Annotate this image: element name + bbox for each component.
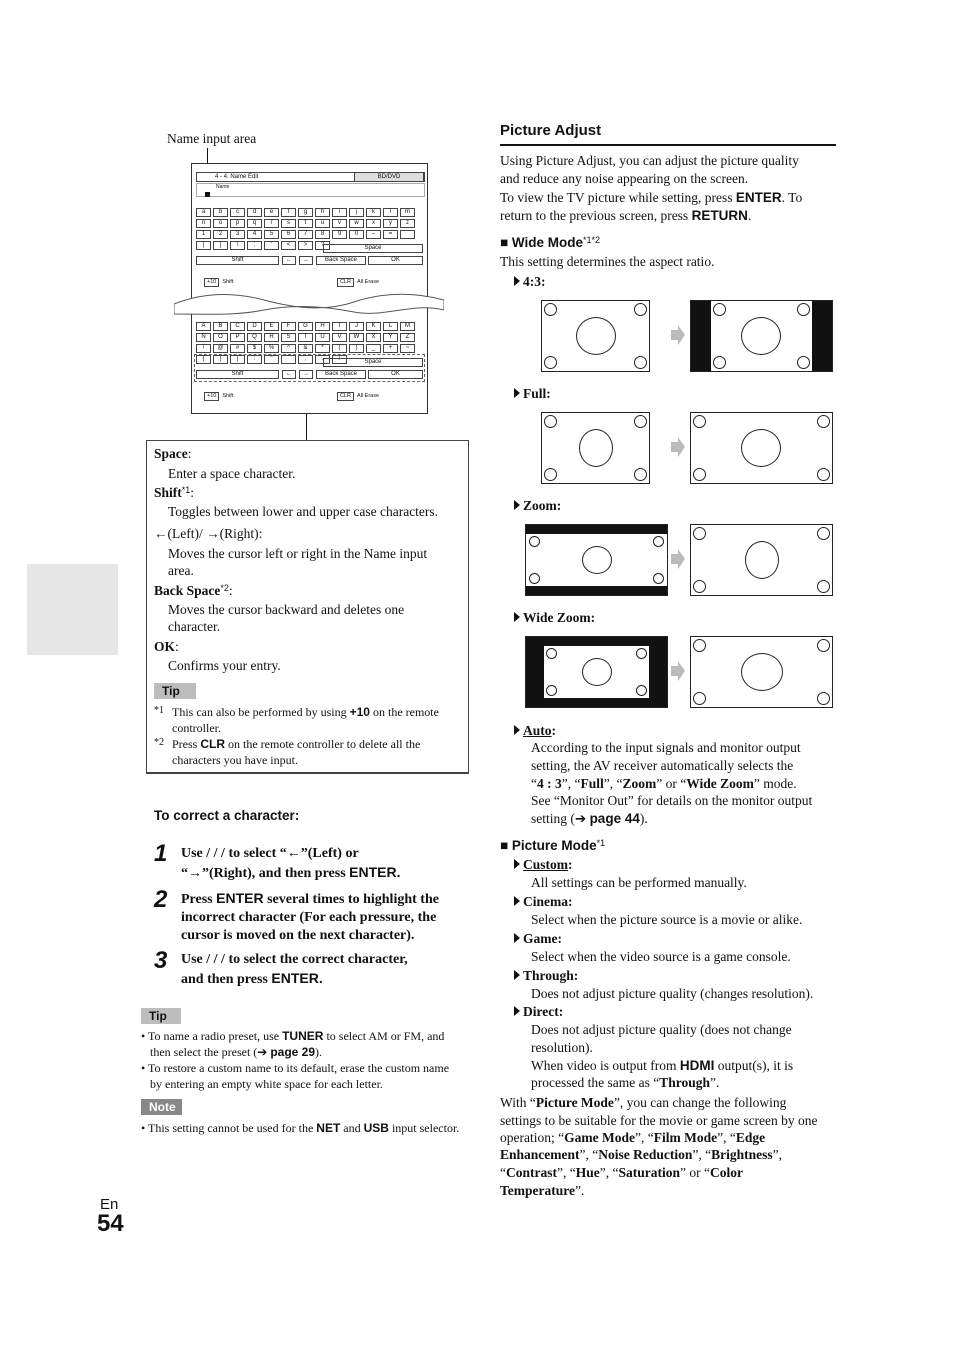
char-key[interactable]: n: [196, 219, 211, 228]
space-key[interactable]: Space: [323, 244, 423, 253]
mode-game-desc: Select when the video source is a game console.: [531, 949, 791, 964]
auto-line-1: According to the input signals and monitor output: [531, 740, 801, 755]
char-key[interactable]: C: [230, 322, 245, 331]
with-line-2: settings to be suitable for the movie or game screen by one: [500, 1113, 818, 1128]
char-key[interactable]: :: [247, 355, 262, 364]
char-key[interactable]: .: [315, 355, 330, 364]
option-auto: Auto:: [514, 723, 556, 739]
shift-key[interactable]: Shift: [196, 370, 279, 379]
char-key[interactable]: H: [315, 322, 330, 331]
mode-direct: Direct:: [514, 1004, 563, 1020]
char-key[interactable]: [: [196, 241, 211, 250]
char-key[interactable]: R: [264, 333, 279, 342]
explanation-box: [146, 440, 469, 774]
char-key[interactable]: f: [281, 208, 296, 217]
char-key[interactable]: ^: [281, 344, 296, 353]
char-key[interactable]: ,: [298, 355, 313, 364]
note2-line1: Press CLR on the remote controller to delete all the: [172, 737, 421, 751]
footer-left-lower: [204, 278, 233, 287]
step-3-text: Use / / / to select the correct character, and then press ENTER.: [181, 952, 408, 987]
char-key[interactable]: k: [366, 208, 381, 217]
char-key[interactable]: \: [230, 241, 245, 250]
char-key[interactable]: !: [196, 344, 211, 353]
with-line-4: Enhancement”, “Noise Reduction”, “Brightness”,: [500, 1147, 782, 1162]
char-key[interactable]: N: [196, 333, 211, 342]
char-key[interactable]: 0: [349, 230, 364, 239]
intro-line-2: and reduce any noise appearing on the screen.: [500, 171, 749, 186]
char-key[interactable]: v: [332, 219, 347, 228]
intro-line-3: To view the TV picture while setting, press ENTER. To: [500, 190, 803, 205]
left-arrow-key[interactable]: ←: [282, 256, 296, 265]
char-key[interactable]: ?: [315, 241, 330, 250]
char-key[interactable]: [400, 230, 415, 239]
ok-term: OK:: [154, 639, 179, 654]
char-key[interactable]: L: [383, 322, 398, 331]
char-key[interactable]: =: [383, 230, 398, 239]
char-key[interactable]: T: [298, 333, 313, 342]
tip-1-line2: then select the preset (➔ page 29).: [150, 1045, 323, 1059]
char-key[interactable]: s: [281, 219, 296, 228]
step-1-number: 1: [154, 840, 168, 867]
heading-rule: [500, 144, 836, 146]
char-key[interactable]: ]: [213, 241, 228, 250]
with-line-3: operation; “Game Mode”, “Film Mode”, “Edge: [500, 1130, 766, 1145]
backspace-desc-1: Moves the cursor backward and deletes one: [168, 602, 405, 617]
text-cursor: [205, 192, 210, 197]
with-line-6: Temperature”.: [500, 1183, 585, 1198]
char-key[interactable]: Z: [400, 333, 415, 342]
char-key[interactable]: <: [281, 241, 296, 250]
osd-title-text: 4 - 4. Name Edit: [215, 174, 259, 180]
char-key[interactable]: g: [298, 208, 313, 217]
char-key[interactable]: S: [281, 333, 296, 342]
leftright-term: ←(Left)/ →(Right):: [154, 526, 263, 541]
space-key-wrap: [323, 244, 423, 253]
char-key[interactable]: >: [298, 241, 313, 250]
right-arrow-key[interactable]: →: [299, 370, 313, 379]
plus10-key: +10: [204, 278, 219, 287]
side-tab: [27, 564, 118, 655]
char-key[interactable]: I: [332, 322, 347, 331]
shift-term: Shift$^{*1}$:: [154, 485, 195, 500]
char-key[interactable]: ): [349, 344, 364, 353]
mode-direct-desc-1: Does not adjust picture quality (does not change: [531, 1022, 792, 1037]
leftright-desc-1: Moves the cursor left or right in the Name input: [168, 546, 428, 561]
osd-source: BD/DVD: [354, 172, 424, 182]
space-desc: Enter a space character.: [168, 466, 296, 481]
space-term: Space:: [154, 446, 192, 461]
footer-allerase: All Erase: [357, 393, 380, 399]
box-leader: [306, 414, 307, 441]
footer-shift: Shift: [222, 393, 234, 399]
char-key[interactable]: J: [349, 322, 364, 331]
backspace-term: Back Space$^{*2}$:: [154, 583, 233, 598]
tip-badge: Tip: [154, 683, 196, 699]
clr-key: CLR: [337, 392, 354, 401]
mode-custom: Custom:: [514, 857, 573, 873]
char-key[interactable]: i: [332, 208, 347, 217]
option-zoom: Zoom:: [514, 498, 561, 514]
char-key[interactable]: l: [383, 208, 398, 217]
char-key[interactable]: /: [332, 355, 347, 364]
char-key[interactable]: r: [264, 219, 279, 228]
char-key[interactable]: A: [196, 322, 211, 331]
with-line-5: “Contrast”, “Hue”, “Saturation” or “Color: [500, 1165, 743, 1180]
mode-direct-desc-4: processed the same as “Through”.: [531, 1075, 720, 1090]
backspace-key[interactable]: Back Space: [316, 370, 366, 379]
ok-key[interactable]: OK: [368, 256, 423, 265]
leftright-desc-2: area.: [168, 563, 194, 578]
char-key[interactable]: B: [213, 322, 228, 331]
char-key[interactable]: M: [400, 322, 415, 331]
char-key[interactable]: 4: [247, 230, 262, 239]
page-number: 54: [97, 1210, 124, 1237]
char-key[interactable]: V: [332, 333, 347, 342]
footer-left-upper: [204, 392, 233, 401]
mode-custom-desc: All settings can be performed manually.: [531, 875, 747, 890]
char-key[interactable]: O: [213, 333, 228, 342]
char-key[interactable]: 2: [213, 230, 228, 239]
char-key[interactable]: p: [230, 219, 245, 228]
intro-line-1: Using Picture Adjust, you can adjust the picture quality: [500, 153, 799, 168]
space-key[interactable]: Space: [323, 358, 423, 367]
mode-game: Game:: [514, 931, 562, 947]
note1-line2: controller.: [172, 721, 221, 735]
mode-direct-desc-2: resolution).: [531, 1040, 593, 1055]
plus10-key: +10: [204, 392, 219, 401]
char-key[interactable]: $: [247, 344, 262, 353]
picture-mode-heading: ■ Picture Mode$^{*1}$: [500, 838, 606, 853]
footer-allerase: All Erase: [357, 279, 380, 285]
break-wave: [174, 290, 444, 320]
char-key[interactable]: 1: [196, 230, 211, 239]
tip-1-line1: • To name a radio preset, use TUNER to select AM or FM, and: [141, 1029, 445, 1043]
mode-through: Through:: [514, 968, 578, 984]
char-key[interactable]: z: [400, 219, 415, 228]
char-key[interactable]: G: [298, 322, 313, 331]
auto-line-4: See “Monitor Out” for details on the monitor output: [531, 793, 813, 808]
note2-line2: characters you have input.: [172, 753, 298, 767]
char-key[interactable]: d: [247, 208, 262, 217]
char-key[interactable]: o: [213, 219, 228, 228]
char-key[interactable]: P: [230, 333, 245, 342]
char-key[interactable]: ;: [247, 241, 262, 250]
shift-desc: Toggles between lower and upper case characters.: [168, 504, 439, 519]
char-key[interactable]: Y: [383, 333, 398, 342]
char-key[interactable]: 8: [315, 230, 330, 239]
char-key[interactable]: e: [264, 208, 279, 217]
right-arrow-key[interactable]: →: [299, 256, 313, 265]
osd-screen: [191, 163, 428, 414]
mode-cinema-desc: Select when the picture source is a movie or alike.: [531, 912, 803, 927]
char-key[interactable]: |: [230, 355, 245, 364]
char-key[interactable]: y: [383, 219, 398, 228]
option-wide-zoom: Wide Zoom:: [514, 610, 595, 626]
char-key[interactable]: 6: [281, 230, 296, 239]
char-key[interactable]: _: [366, 344, 381, 353]
wide-mode-desc: This setting determines the aspect ratio.: [500, 254, 715, 269]
backspace-key[interactable]: Back Space: [316, 256, 366, 265]
note2-mark: *2: [154, 737, 164, 748]
picture-adjust-heading: Picture Adjust: [500, 122, 602, 139]
footer-right-lower: [337, 278, 379, 287]
ok-desc: Confirms your entry.: [168, 658, 281, 673]
option-4-3: 4:3:: [514, 274, 546, 290]
char-key[interactable]: h: [315, 208, 330, 217]
mode-through-desc: Does not adjust picture quality (changes resolution).: [531, 986, 814, 1001]
osd-title: [196, 172, 425, 182]
footer-shift: Shift: [222, 279, 234, 285]
char-key[interactable]: %: [264, 344, 279, 353]
char-key[interactable]: U: [315, 333, 330, 342]
note1-mark: *1: [154, 705, 164, 716]
with-line-1: With “Picture Mode”, you can change the following: [500, 1095, 787, 1110]
step-2-text: Press ENTER several times to highlight the incorrect character (For each pressure, the cursor is moved on the next character).: [181, 890, 439, 943]
auto-line-2: setting, the AV receiver automatically selects the: [531, 758, 794, 773]
intro-line-4: return to the previous screen, press RETURN.: [500, 208, 752, 223]
mode-direct-desc-3: When video is output from HDMI output(s), it is: [531, 1058, 794, 1073]
char-key[interactable]: t: [298, 219, 313, 228]
char-key[interactable]: 5: [264, 230, 279, 239]
clr-key: CLR: [337, 278, 354, 287]
char-key[interactable]: ': [264, 241, 279, 250]
char-key[interactable]: F: [281, 322, 296, 331]
arrow-right-icon: [671, 325, 685, 345]
char-key[interactable]: }: [213, 355, 228, 364]
char-key[interactable]: 7: [298, 230, 313, 239]
char-key[interactable]: a: [196, 208, 211, 217]
char-key[interactable]: ~: [400, 344, 415, 353]
char-key[interactable]: &: [298, 344, 313, 353]
mode-cinema: Cinema:: [514, 894, 573, 910]
char-key[interactable]: #: [230, 344, 245, 353]
char-key[interactable]: 3: [230, 230, 245, 239]
tip-2-line1: • To restore a custom name to its default, erase the custom name: [141, 1061, 450, 1075]
char-key[interactable]: W: [349, 333, 364, 342]
arrow-right-icon: [671, 661, 685, 681]
left-arrow-key[interactable]: ←: [282, 370, 296, 379]
char-key[interactable]: (: [332, 344, 347, 353]
char-key[interactable]: –: [366, 230, 381, 239]
step-2-number: 2: [154, 886, 168, 913]
char-key[interactable]: b: [213, 208, 228, 217]
shift-key[interactable]: Shift: [196, 256, 279, 265]
step-3-number: 3: [154, 947, 168, 974]
char-key[interactable]: q: [247, 219, 262, 228]
char-key[interactable]: K: [366, 322, 381, 331]
auto-line-5: setting (➔ page 44).: [531, 811, 648, 826]
arrow-right-icon: [671, 437, 685, 457]
note-line: • This setting cannot be used for the NET and USB input selector.: [141, 1121, 460, 1135]
note1-line1: This can also be performed by using +10 on the remote: [172, 705, 439, 719]
char-key[interactable]: {: [196, 355, 211, 364]
name-input-area[interactable]: [196, 183, 425, 197]
char-key[interactable]: *: [315, 344, 330, 353]
note-badge: Note: [141, 1099, 182, 1115]
tip-2-line2: by entering an empty white space for each letter.: [150, 1077, 383, 1091]
char-key[interactable]: `: [281, 355, 296, 364]
highlight-outline: [194, 354, 425, 382]
wide-mode-heading: ■ Wide Mode$^{*1*2}$: [500, 235, 601, 250]
footer-right-upper: [337, 392, 379, 401]
char-key[interactable]: u: [315, 219, 330, 228]
auto-line-3: “4 : 3”, “Full”, “Zoom” or “Wide Zoom” mode.: [531, 776, 797, 791]
char-key[interactable]: c: [230, 208, 245, 217]
char-key[interactable]: +: [383, 344, 398, 353]
arrow-right-icon: [671, 549, 685, 569]
char-key[interactable]: m: [400, 208, 415, 217]
char-key[interactable]: 9: [332, 230, 347, 239]
backspace-desc-2: character.: [168, 619, 221, 634]
language-label: En: [100, 1196, 119, 1213]
option-full: Full:: [514, 386, 551, 402]
step-1-text: Use / / / to select “←”(Left) or “→”(Right), and then press ENTER.: [181, 846, 401, 881]
char-key[interactable]: X: [366, 333, 381, 342]
char-key[interactable]: ": [264, 355, 279, 364]
tip-badge-2: Tip: [141, 1008, 181, 1024]
char-key[interactable]: D: [247, 322, 262, 331]
char-key[interactable]: Q: [247, 333, 262, 342]
char-key[interactable]: x: [366, 219, 381, 228]
char-key[interactable]: E: [264, 322, 279, 331]
ok-key[interactable]: OK: [368, 370, 423, 379]
char-key[interactable]: j: [349, 208, 364, 217]
char-key[interactable]: @: [213, 344, 228, 353]
name-label: Name: [216, 184, 230, 190]
char-key[interactable]: w: [349, 219, 364, 228]
correct-heading: To correct a character:: [154, 808, 300, 823]
osd-caption: Name input area: [167, 131, 257, 146]
